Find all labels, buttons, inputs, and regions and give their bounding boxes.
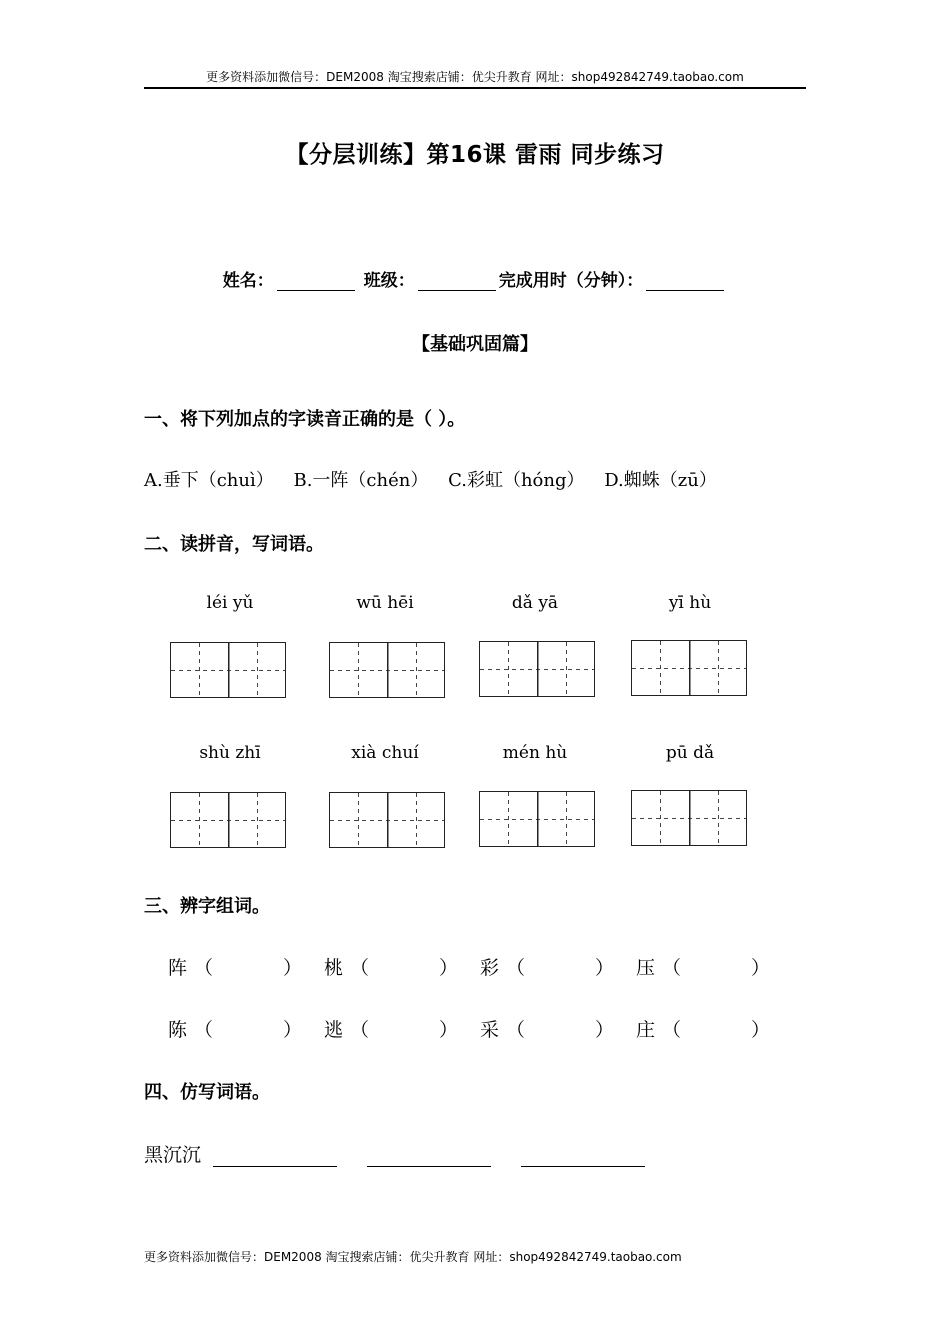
- answer-line[interactable]: [521, 1146, 645, 1167]
- answer-line[interactable]: [213, 1146, 337, 1167]
- character: 庄: [636, 1019, 656, 1041]
- time-blank[interactable]: [646, 272, 724, 291]
- example-word: 黑沉沉: [144, 1144, 202, 1166]
- page-title: 【分层训练】第16课 雷雨 同步练习: [285, 142, 665, 168]
- class-label: 班级：: [363, 271, 415, 291]
- question-3-title: 三、辨字组词。: [144, 896, 270, 917]
- word-group-item[interactable]: 彩 （ ）: [480, 953, 614, 980]
- question-2-title: 二、读拼音，写词语。: [144, 534, 324, 555]
- choice-b[interactable]: B.一阵（chén）: [293, 470, 429, 491]
- choice-a[interactable]: A.垂下（chuì）: [144, 470, 274, 491]
- word-group-item[interactable]: 桃 （ ）: [324, 953, 458, 980]
- imitation-row: [144, 1140, 645, 1167]
- character: 陈: [168, 1019, 188, 1041]
- character: 阵: [168, 957, 188, 979]
- pinyin-label: dǎ yā: [511, 593, 559, 613]
- writing-grid[interactable]: [170, 792, 286, 848]
- name-label: 姓名：: [222, 271, 274, 291]
- question-1-title: 一、将下列加点的字读音正确的是（ ）。: [144, 409, 466, 430]
- word-group-item[interactable]: 陈 （ ）: [168, 1015, 302, 1042]
- page-header: 更多资料添加微信号：DEM2008 淘宝搜索店铺：优尖升教育 网址：shop492842749.taobao.com: [206, 70, 744, 84]
- section-title: 【基础巩固篇】: [412, 334, 538, 355]
- header-divider: [144, 87, 806, 89]
- name-blank[interactable]: [277, 272, 355, 291]
- page-footer: 更多资料添加微信号：DEM2008 淘宝搜索店铺：优尖升教育 网址：shop492842749.taobao.com: [144, 1250, 682, 1264]
- word-group-item[interactable]: 逃 （ ）: [324, 1015, 458, 1042]
- pinyin-label: pū dǎ: [665, 743, 715, 763]
- writing-grid[interactable]: [631, 790, 747, 846]
- character: 桃: [324, 957, 344, 979]
- answer-line[interactable]: [367, 1146, 491, 1167]
- class-blank[interactable]: [418, 272, 496, 291]
- word-group-item[interactable]: 压 （ ）: [636, 953, 770, 980]
- question-1-choices: [144, 466, 731, 492]
- question-4-title: 四、仿写词语。: [144, 1082, 270, 1103]
- character: 采: [480, 1019, 500, 1041]
- pinyin-label: xià chuí: [351, 743, 419, 763]
- choice-c[interactable]: C.彩虹（hóng）: [448, 470, 585, 491]
- character: 压: [636, 957, 656, 979]
- pinyin-label: yī hù: [668, 593, 712, 613]
- writing-grid[interactable]: [329, 792, 445, 848]
- writing-grid[interactable]: [329, 642, 445, 698]
- student-info: [0, 266, 950, 291]
- pinyin-label: wū hēi: [356, 593, 414, 613]
- word-group-item[interactable]: 阵 （ ）: [168, 953, 302, 980]
- word-group-item[interactable]: 庄 （ ）: [636, 1015, 770, 1042]
- pinyin-label: léi yǔ: [206, 593, 254, 613]
- writing-grid[interactable]: [631, 640, 747, 696]
- character: 彩: [480, 957, 500, 979]
- writing-grid[interactable]: [170, 642, 286, 698]
- writing-grid[interactable]: [479, 641, 595, 697]
- character: 逃: [324, 1019, 344, 1041]
- pinyin-label: mén hù: [502, 743, 568, 763]
- time-label: 完成用时（分钟）：: [498, 271, 644, 291]
- pinyin-label: shù zhī: [199, 743, 261, 763]
- writing-grid[interactable]: [479, 791, 595, 847]
- word-group-item[interactable]: 采 （ ）: [480, 1015, 614, 1042]
- choice-d[interactable]: D.蜘蛛（zū）: [604, 470, 717, 491]
